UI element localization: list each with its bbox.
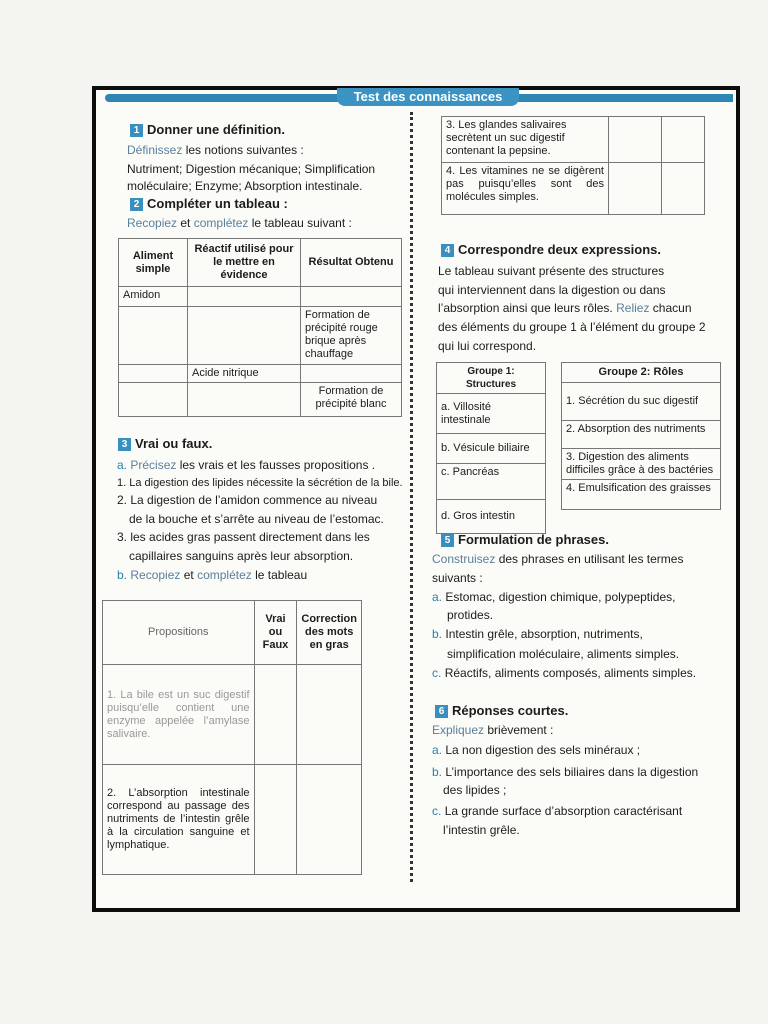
s2-verb1: Recopiez bbox=[127, 216, 178, 230]
s3-th-vrai-faux: Vrai ou Faux bbox=[254, 601, 297, 665]
table-cell bbox=[662, 117, 705, 163]
s5-title: Formulation de phrases. bbox=[458, 532, 609, 547]
s6-heading bbox=[435, 703, 568, 718]
s3-prop1: 1. La digestion des lipides nécessite la sécrétion de la bile. bbox=[117, 477, 403, 489]
s6-b-line2: des lipides ; bbox=[443, 783, 507, 797]
table-cell bbox=[609, 163, 662, 215]
s4-line3b: chacun bbox=[649, 301, 692, 315]
table-cell bbox=[662, 163, 705, 215]
s4-line4: des éléments du groupe 1 à l’élément du groupe 2 bbox=[438, 320, 706, 334]
s4-number: 4 bbox=[441, 244, 454, 257]
s3-row3-text: 3. Les glandes salivaires secrètent un suc digestif contenant la pepsine. bbox=[442, 117, 609, 163]
s3-a-verb: Précisez bbox=[130, 458, 177, 472]
table-cell bbox=[188, 307, 301, 365]
s3-row4-text: 4. Les vitamines ne se digèrent pas puisqu’elles sont des molécules simples. bbox=[442, 163, 609, 215]
s1-verb: Définissez bbox=[127, 143, 183, 157]
s2-cell-amidon: Amidon bbox=[119, 287, 188, 307]
s2-cell-acide-nitrique: Acide nitrique bbox=[188, 365, 301, 383]
s6-instruction bbox=[432, 722, 553, 738]
s3-heading bbox=[118, 436, 212, 451]
s3-prop3-line2: capillaires sanguins après leur absorption. bbox=[129, 549, 354, 563]
s5-verb: Construisez bbox=[432, 552, 496, 566]
s1-heading bbox=[130, 122, 285, 137]
s6-a bbox=[432, 742, 640, 758]
s6-title: Réponses courtes. bbox=[452, 703, 569, 718]
s5-instruction-line2: suivants : bbox=[432, 571, 483, 585]
table-cell bbox=[297, 665, 362, 765]
s2-title: Compléter un tableau : bbox=[147, 196, 288, 211]
s3-b-verb2: complétez bbox=[197, 568, 252, 582]
s3-b bbox=[117, 567, 307, 583]
s4-g2-item: 1. Sécrétion du suc digestif bbox=[562, 383, 721, 421]
s4-g1-item: b. Vésicule biliaire bbox=[437, 434, 546, 464]
s5-b-line2: simplification moléculaire, aliments simples. bbox=[447, 647, 680, 661]
s5-a-line2: protides. bbox=[447, 608, 494, 622]
s3-b-verb1: Recopiez bbox=[130, 568, 181, 582]
s5-instruction-rest: des phrases en utilisant les termes bbox=[495, 552, 684, 566]
s2-th-resultat: Résultat Obtenu bbox=[301, 239, 402, 287]
s4-line3 bbox=[438, 300, 692, 316]
s1-instruction bbox=[127, 142, 304, 158]
s4-line2: qui interviennent dans la digestion ou dans bbox=[438, 283, 666, 297]
s5-instruction bbox=[432, 551, 683, 567]
s6-c bbox=[432, 803, 682, 819]
s4-g1-item: c. Pancréas bbox=[437, 464, 546, 500]
s6-a-line1: La non digestion des sels minéraux ; bbox=[445, 743, 641, 757]
s6-b-letter: b. bbox=[432, 765, 443, 779]
table-cell bbox=[254, 665, 297, 765]
s3-th-propositions: Propositions bbox=[103, 601, 255, 665]
s4-line3a: l’absorption ainsi que leurs rôles. bbox=[438, 301, 617, 315]
table-cell bbox=[119, 383, 188, 417]
s2-th-reactif: Réactif utilisé pour le mettre en évidence bbox=[188, 239, 301, 287]
s3-prop2-line1: 2. La digestion de l’amidon commence au niveau bbox=[117, 493, 378, 507]
s3-b-letter: b. bbox=[117, 568, 128, 582]
s5-b-line1: Intestin grêle, absorption, nutriments, bbox=[445, 627, 643, 641]
s3-row2-text: 2. L’absorption intestinale correspond au passage des nutriments de l’intestin grêle à la circulation sanguine et lymphatique. bbox=[103, 765, 255, 875]
s5-number: 5 bbox=[441, 534, 454, 547]
s2-number: 2 bbox=[130, 198, 143, 211]
s2-cell-precipite-blanc: Formation de précipité blanc bbox=[301, 383, 402, 417]
table-cell bbox=[297, 765, 362, 875]
table-cell bbox=[188, 383, 301, 417]
table-cell bbox=[119, 307, 188, 365]
s1-number: 1 bbox=[130, 124, 143, 137]
s3-b-rest: le tableau bbox=[251, 568, 308, 582]
s6-c-line2: l’intestin grêle. bbox=[443, 823, 520, 837]
s3-a-rest: les vrais et les fausses propositions . bbox=[176, 458, 376, 472]
table-cell bbox=[119, 365, 188, 383]
s6-number: 6 bbox=[435, 705, 448, 718]
s4-g2-item: 2. Absorption des nutriments bbox=[562, 421, 721, 449]
table-cell bbox=[609, 117, 662, 163]
s3-title: Vrai ou faux. bbox=[135, 436, 213, 451]
banner-title: Test des connaissances bbox=[337, 88, 519, 106]
s5-c-line1: Réactifs, aliments composés, aliments simples. bbox=[444, 666, 697, 680]
s5-a bbox=[432, 589, 676, 605]
s5-heading bbox=[441, 532, 609, 547]
s3-prop3-line1: 3. les acides gras passent directement dans les bbox=[117, 530, 370, 544]
s4-g2-item: 4. Emulsification des graisses bbox=[562, 480, 721, 510]
s4-g1-item: a. Villosité intestinale bbox=[437, 394, 546, 434]
s6-a-letter: a. bbox=[432, 743, 443, 757]
table-cell bbox=[301, 365, 402, 383]
s6-verb: Expliquez bbox=[432, 723, 485, 737]
s4-g1-header: Groupe 1: Structures bbox=[437, 363, 546, 394]
column-divider bbox=[410, 112, 413, 882]
s5-b bbox=[432, 626, 643, 642]
s6-c-line1: La grande surface d’absorption caractérisant bbox=[444, 804, 683, 818]
s3-table-continued bbox=[441, 116, 705, 215]
s2-cell-precipite-rouge: Formation de précipité rouge brique après chauffage bbox=[301, 307, 402, 365]
s4-group2-table bbox=[561, 362, 721, 510]
s3-table bbox=[102, 600, 362, 875]
s4-g2-header: Groupe 2: Rôles bbox=[562, 363, 721, 383]
section-banner bbox=[105, 88, 733, 108]
s3-a bbox=[117, 457, 375, 473]
s5-a-letter: a. bbox=[432, 590, 443, 604]
s4-group1-table bbox=[436, 362, 546, 534]
s6-instruction-rest: brièvement : bbox=[484, 723, 554, 737]
s6-c-letter: c. bbox=[432, 804, 442, 818]
s2-instruction bbox=[127, 215, 352, 231]
table-cell bbox=[301, 287, 402, 307]
s2-et: et bbox=[177, 216, 194, 230]
s3-th-correction: Correction des mots en gras bbox=[297, 601, 362, 665]
s3-number: 3 bbox=[118, 438, 131, 451]
s4-g2-item: 3. Digestion des aliments difficiles grâce à des bactéries bbox=[562, 449, 721, 480]
s5-a-line1: Estomac, digestion chimique, polypeptides, bbox=[445, 590, 676, 604]
s1-instruction-rest: les notions suivantes : bbox=[182, 143, 304, 157]
s1-terms-line2: moléculaire; Enzyme; Absorption intestinale. bbox=[127, 179, 363, 193]
s4-g1-item: d. Gros intestin bbox=[437, 500, 546, 534]
s4-heading bbox=[441, 242, 661, 257]
s1-title: Donner une définition. bbox=[147, 122, 285, 137]
table-cell bbox=[188, 287, 301, 307]
s3-b-et: et bbox=[180, 568, 198, 582]
s3-a-letter: a. bbox=[117, 458, 128, 472]
s2-table bbox=[118, 238, 402, 417]
s1-terms-line1: Nutriment; Digestion mécanique; Simplification bbox=[127, 162, 376, 176]
s2-instruction-rest: le tableau suivant : bbox=[248, 216, 352, 230]
s2-th-aliment: Aliment simple bbox=[119, 239, 188, 287]
s3-prop2-line2: de la bouche et s’arrête au niveau de l’estomac. bbox=[129, 512, 384, 526]
s5-b-letter: b. bbox=[432, 627, 443, 641]
s4-line5: qui lui correspond. bbox=[438, 339, 537, 353]
s5-c bbox=[432, 665, 696, 681]
s6-b-line1: L’importance des sels biliaires dans la digestion bbox=[445, 765, 699, 779]
s2-heading bbox=[130, 196, 288, 211]
s4-title: Correspondre deux expressions. bbox=[458, 242, 662, 257]
table-cell bbox=[254, 765, 297, 875]
s5-c-letter: c. bbox=[432, 666, 442, 680]
s2-verb2: complétez bbox=[193, 216, 249, 230]
s6-b bbox=[432, 764, 698, 780]
s3-row1-text: 1. La bile est un suc digestif puisqu’elle contient une enzyme appelée l’amylase salivaire. bbox=[103, 665, 255, 765]
s4-verb: Reliez bbox=[616, 301, 650, 315]
s4-line1: Le tableau suivant présente des structures bbox=[438, 264, 665, 278]
